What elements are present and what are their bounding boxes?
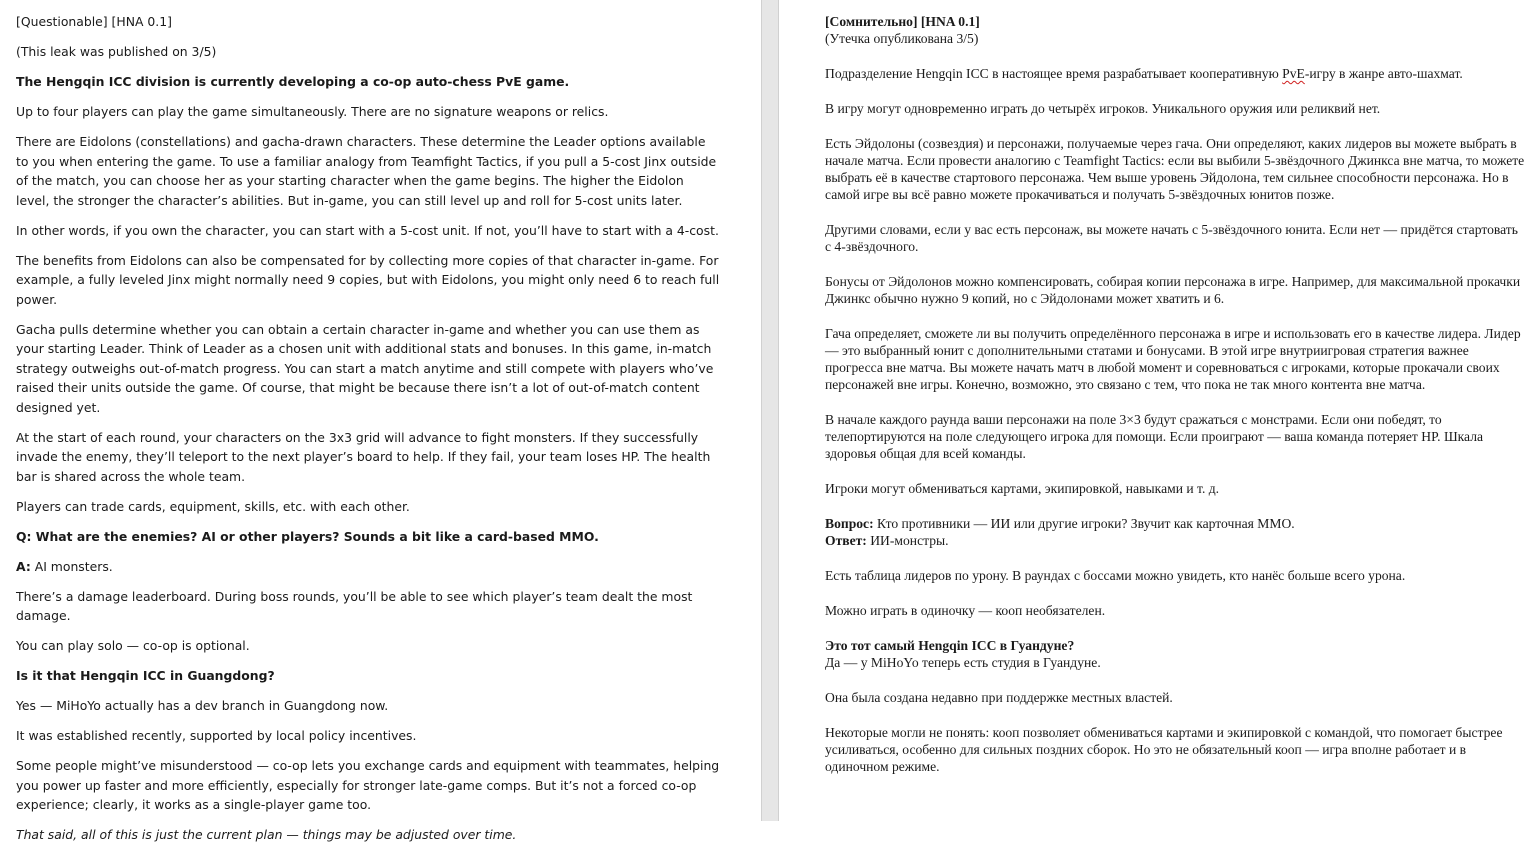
russian-paragraph-leaderboard: Есть таблица лидеров по урону. В раундах с боссами можно увидеть, кто нанёс больше всего урона. [825,568,1406,583]
russian-header-block [825,13,1525,47]
russian-paragraph-division [825,65,1525,82]
russian-paragraph-established: Она была создана недавно при поддержке местных властей. [825,690,1173,705]
russian-answer-text: ИИ-монстры. [866,533,949,548]
answer-label: A: [16,558,31,574]
russian-paragraph-other-words: Другими словами, если у вас есть персонаж, вы можете начать с 5-звёздочного юнита. Если нет — придётся стартовать с 4-звёздочного. [825,222,1518,254]
paragraph-misunderstood: Some people might’ve misunderstood — co-op lets you exchange cards and equipment with teammates, helping you power up faster and more efficiently, especially for stronger late-game comps. But it’s not a forced co-op experience; clearly, it works as a single-player game too. [16,758,720,812]
paragraph-plan: That said, all of this is just the current plan — things may be adjusted over time. [16,827,517,842]
russian-document-body [779,0,1535,775]
answer-text: AI monsters. [30,558,113,574]
publish-note: (This leak was published on 3/5) [16,44,217,59]
paragraph-trade: Players can trade cards, equipment, skills, etc. with each other. [16,498,410,514]
russian-question-hengqin: Это тот самый Hengqin ICC в Гуандуне? [825,638,1075,653]
headline: The Hengqin ICC division is currently developing a co-op auto-chess PvE game. [16,74,570,89]
english-document-body [0,0,737,845]
english-document-page [0,0,761,842]
paragraph-yes: Yes — MiHoYo actually has a dev branch in Guangdong now. [16,698,389,713]
question-hengqin: Is it that Hengqin ICC in Guangdong? [16,668,275,683]
paragraph-round: At the start of each round, your characters on the 3x3 grid will advance to fight monsters. If they successfully invade the enemy, they’ll teleport to the next player’s board to help. If they fail, your team loses HP. The health bar is shared across the whole team. [16,429,711,484]
paragraph-eidolons: There are Eidolons (constellations) and gacha-drawn characters. These determine the Leader options available to you when entering the game. To use a familiar analogy from Teamfight Tactics, if you pull a 5-cost Jinx outside of the match, you can choose her as your starting character when the game begins. The higher the Eidolon level, the stronger the character’s abilities. But in-game, you can still level up and roll for 5-cost units later. [16,134,717,208]
russian-question-label: Вопрос: [825,516,874,531]
paragraph-gacha: Gacha pulls determine whether you can obtain a certain character in-game and whether you can use them as your starting Leader. Think of Leader as a chosen unit with additional stats and bonuses. In this game, in-match strategy outweighs out-of-match progress. You can start a match anytime and still compete with players who’ve raised their units outside the game. Of course, that might be because there isn’t a lot of out-of-match content designed yet. [16,321,714,415]
russian-question-text: Кто противники — ИИ или другие игроки? Звучит как карточная MMO. [873,516,1295,531]
pane-divider[interactable] [761,0,779,821]
header-tag: [Questionable] [HNA 0.1] [16,14,172,29]
russian-paragraph-round: В начале каждого раунда ваши персонажи на поле 3×3 будут сражаться с монстрами. Если они победят, то телепортируются на поле следующего игрока для помощи. Если проиграют — ваша команда потеряет HP. Шкала здоровья общая для всей команды. [825,412,1484,461]
russian-document-page [779,0,1535,821]
paragraph-leaderboard: There’s a damage leaderboard. During boss rounds, you’ll be able to see which player’s team dealt the most damage. [16,588,693,623]
russian-answer-label: Ответ: [825,533,867,548]
russian-header-tag: [Сомнительно] [HNA 0.1] [825,14,980,29]
answer-enemies [16,557,721,577]
russian-paragraph-solo: Можно играть в одиночку — кооп необязателен. [825,603,1106,618]
russian-division-text-a: Подразделение Hengqin ICC в настоящее время разрабатывает кооперативную [825,66,1283,81]
russian-paragraph-yes: Да — у MiHoYo теперь есть студия в Гуандуне. [825,655,1101,670]
russian-paragraph-trade: Игроки могут обмениваться картами, экипировкой, навыками и т. д. [825,481,1220,496]
russian-paragraph-benefits: Бонусы от Эйдолонов можно компенсировать, собирая копии персонажа в игре. Например, для максимальной прокачки Джинкс обычно нужно 9 копий, но с Эйдолонами может хватить и 6. [825,274,1521,306]
russian-publish-note: (Утечка опубликована 3/5) [825,31,979,46]
spelling-error-mark[interactable]: PvE [1282,66,1305,81]
russian-division-text-b: -игру в жанре авто-шахмат. [1304,66,1463,81]
russian-paragraph-eidolons: Есть Эйдолоны (созвездия) и персонажи, получаемые через гача. Они определяют, каких лидеров вы можете выбрать в начале матча. Если провести аналогию с Teamfight Tactics: если вы выбили 5-звёздочного Джинкса вне матча, то можете выбрать её в качестве стартового персонажа. Чем выше уровень Эйдолона, тем сильнее способности персонажа. Но в самой игре вы всё равно можете прокачиваться и получать 5-звёздочных юнитов позже. [825,136,1525,202]
paragraph-benefits: The benefits from Eidolons can also be compensated for by collecting more copies of that character in-game. For example, a fully leveled Jinx might normally need 9 copies, but with Eidolons, you might only need 6 to reach full power. [16,252,720,307]
question-enemies: Q: What are the enemies? AI or other players? Sounds a bit like a card-based MMO. [16,528,599,544]
russian-qa-block [825,515,1525,549]
paragraph-solo: You can play solo — co-op is optional. [16,638,250,653]
russian-paragraph-gacha: Гача определяет, сможете ли вы получить определённого персонажа в игре и использовать его в качестве лидера. Лидер — это выбранный юнит с дополнительными статами и бонусами. В этой игре внутриигровая стратегия важнее прогресса вне матча. Вы можете начать матч в любой момент и соревноваться с игроками, которые прокачали своих персонажей вне игры. Конечно, возможно, это связано с тем, что пока не так много контента вне матча. [825,326,1521,392]
paragraph-other-words: In other words, if you own the character, you can start with a 5-cost unit. If not, you’ll have to start with a 4-cost. [16,222,719,238]
russian-paragraph-players: В игру могут одновременно играть до четырёх игроков. Уникального оружия или реликвий нет. [825,101,1381,116]
russian-paragraph-misunderstood: Некоторые могли не понять: кооп позволяет обмениваться картами и экипировкой с командой, что помогает быстрее усиливаться, особенно для сильных поздних сборок. Но это не обязательный кооп — игра вполне работает и в одиночном режиме. [825,725,1503,774]
russian-hengqin-block [825,637,1525,671]
paragraph-players: Up to four players can play the game simultaneously. There are no signature weapons or relics. [16,104,609,119]
paragraph-established: It was established recently, supported by local policy incentives. [16,728,417,743]
